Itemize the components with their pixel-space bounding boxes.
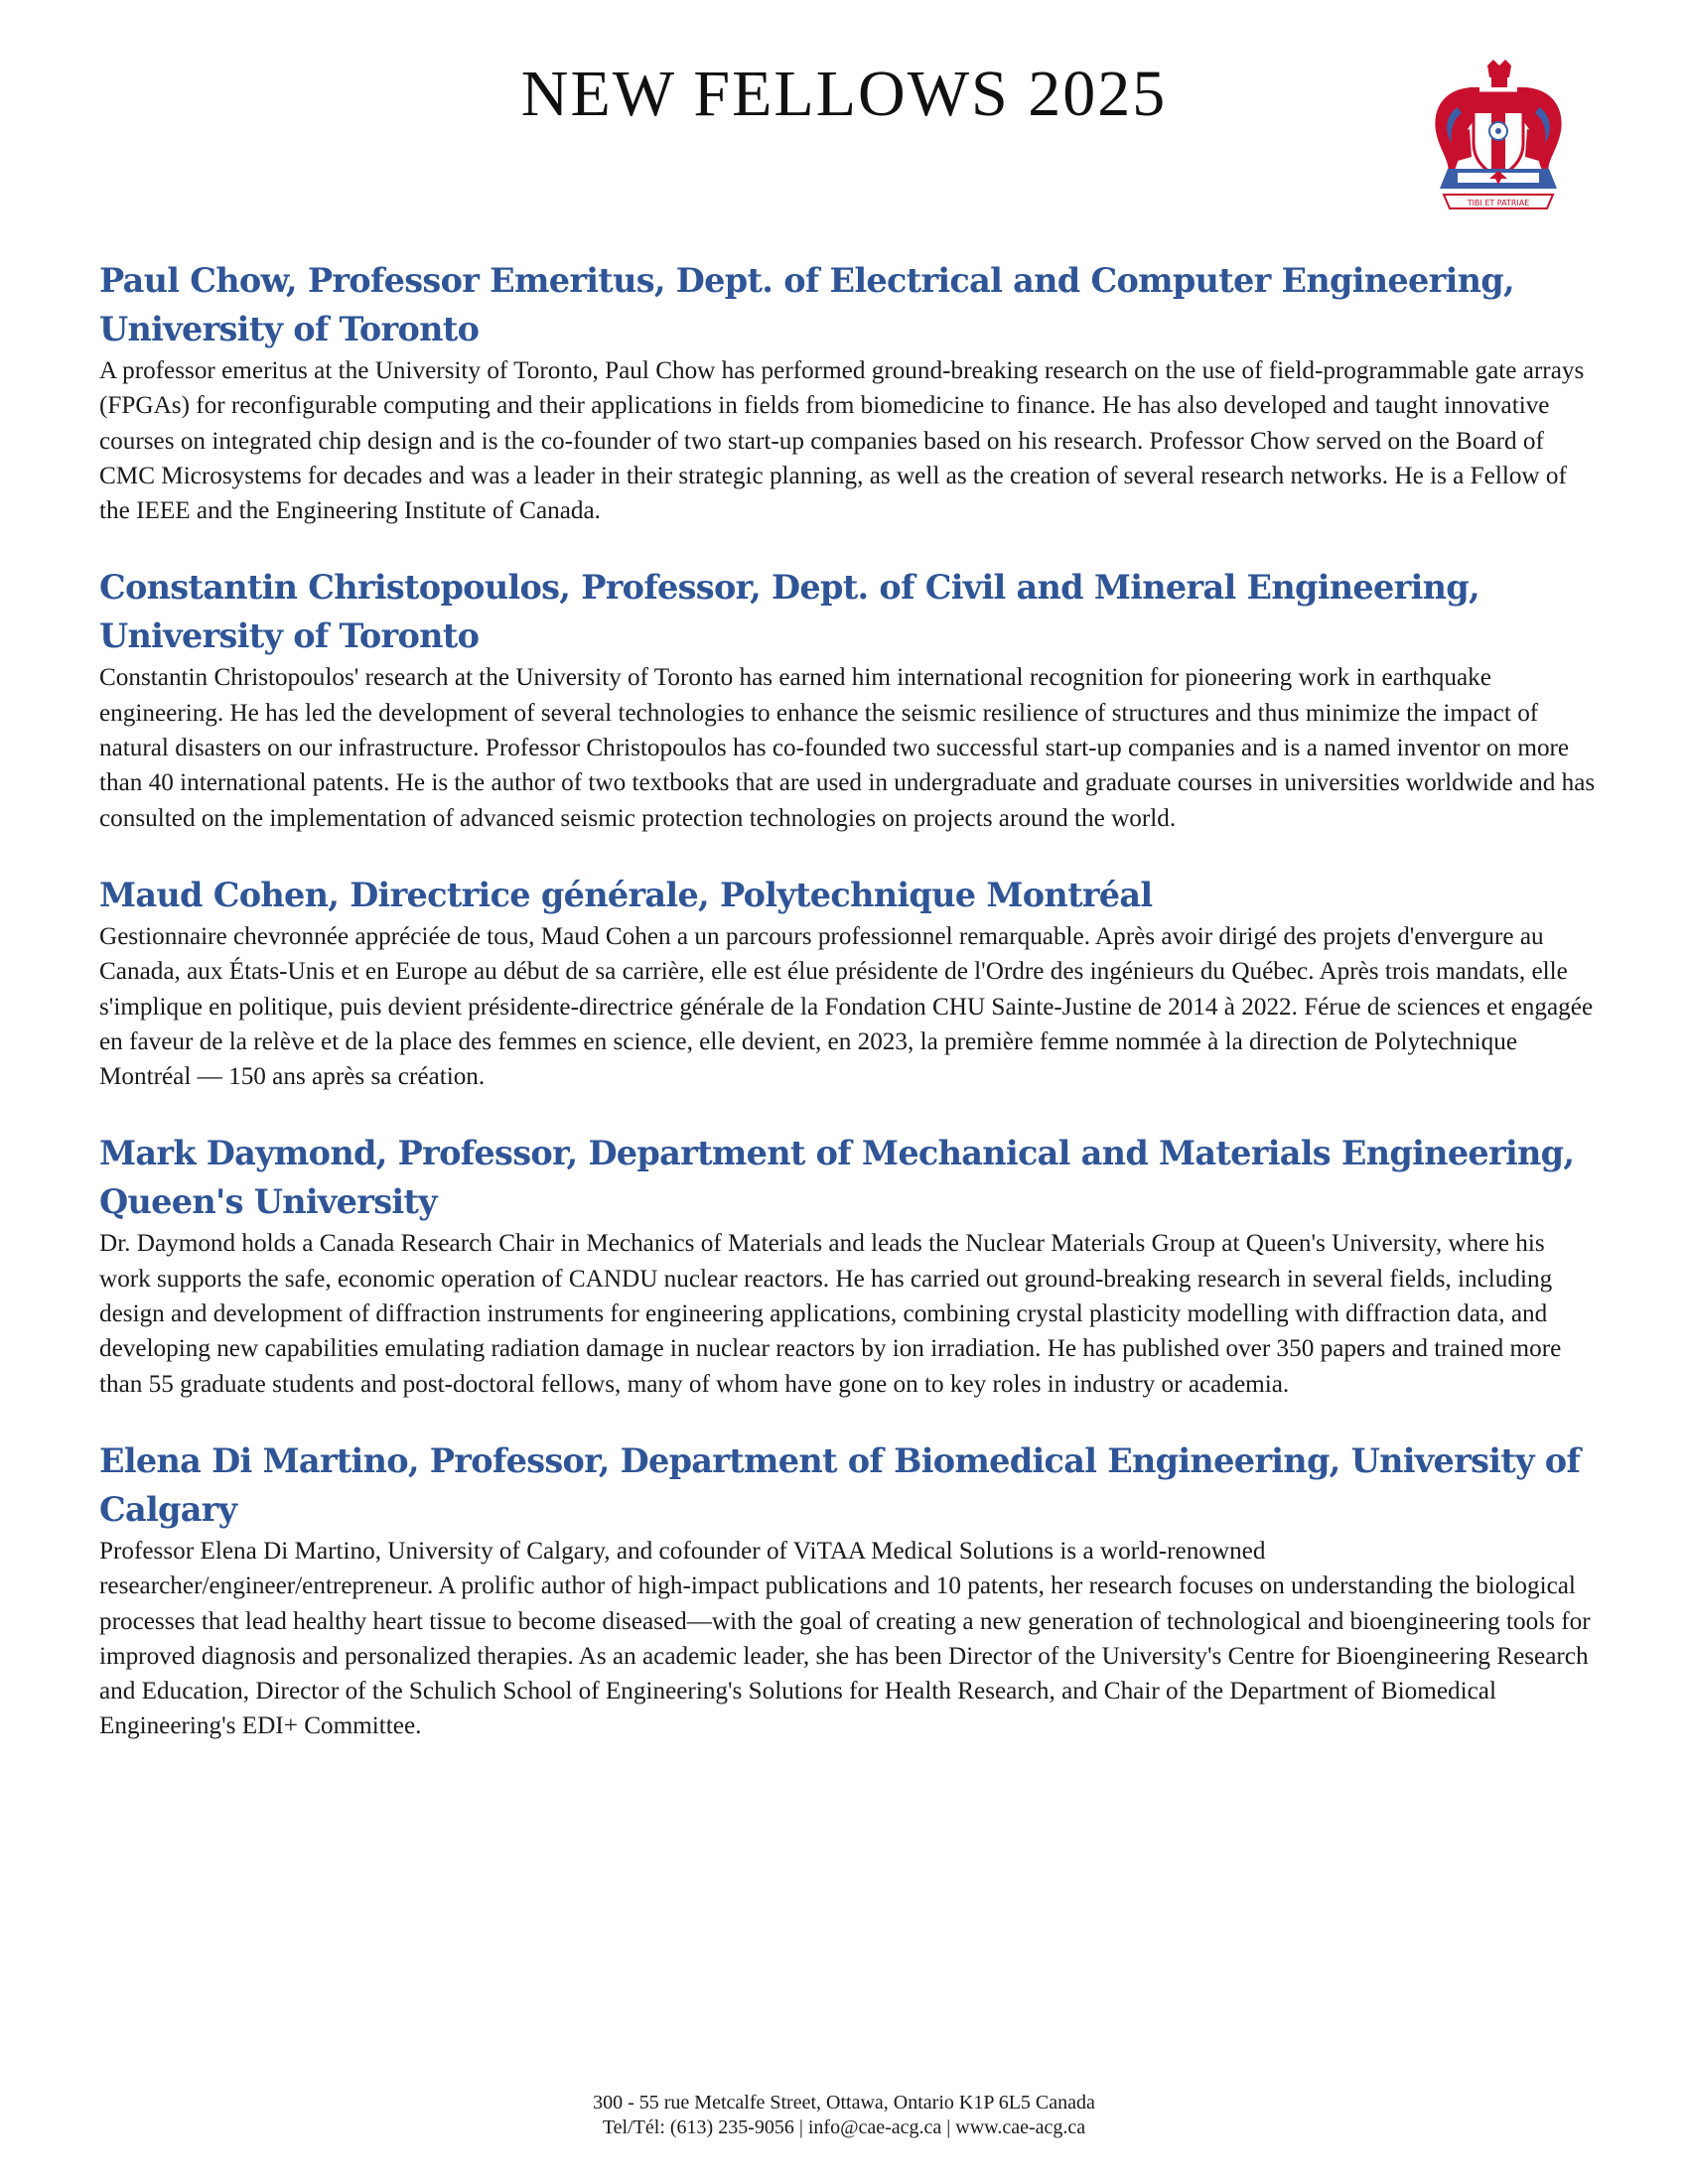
- fellow-bio: Gestionnaire chevronnée appréciée de tous, Maud Cohen a un parcours professionnel remarquable. Après avoir dirigé des projets d'envergure au Canada, aux États-Unis et en Europe au début de sa carrière, elle est élue présidente de l'Ordre des ingénieurs du Québec. Après trois mandats, elle s'implique en politique, puis devient présidente-directrice générale de la Fondation CHU Sainte-Justine de 2014 à 2022. Férue de sciences et engagée en faveur de la relève et de la place des femmes en science, elle devient, en 2023, la première femme nommée à la direction de Polytechnique Montréal — 150 ans après sa création.: [99, 922, 1594, 1091]
- page-title: NEW FELLOWS 2025: [520, 58, 1168, 130]
- fellow-heading: Constantin Christopoulos, Professor, Dept. of Civil and Mineral Engineering, University of Toronto: [99, 568, 1479, 656]
- fellow-entry: [99, 563, 1599, 835]
- fellow-entry: [99, 1129, 1599, 1401]
- crest-motto: TIBI ET PATRIAE: [1467, 199, 1530, 207]
- crest-icon: [1418, 58, 1579, 218]
- footer-address: 300 - 55 rue Metcalfe Street, Ottawa, Ontario K1P 6L5 Canada: [593, 2092, 1095, 2114]
- fellow-bio: A professor emeritus at the University of Toronto, Paul Chow has performed ground-breaking research on the use of field-programmable gate arrays (FPGAs) for reconfigurable computing and their applications in fields from biomedicine to finance. He has also developed and taught innovative courses on integrated chip design and is the co-founder of two start-up companies based on his research. Professor Chow served on the Board of CMC Microsystems for decades and was a leader in their strategic planning, as well as the creation of several research networks. He is a Fellow of the IEEE and the Engineering Institute of Canada.: [99, 357, 1585, 525]
- fellow-heading: Paul Chow, Professor Emeritus, Dept. of Electrical and Computer Engineering, University of Toronto: [99, 261, 1514, 348]
- fellow-entry: [99, 871, 1599, 1094]
- footer-contact: Tel/Tél: (613) 235-9056 | info@cae-acg.ca | www.cae-acg.ca: [602, 2116, 1086, 2138]
- fellow-heading: Elena Di Martino, Professor, Department of Biomedical Engineering, University of Calgary: [99, 1440, 1581, 1529]
- fellow-bio: Dr. Daymond holds a Canada Research Chair in Mechanics of Materials and leads the Nuclear Materials Group at Queen's University, where his work supports the safe, economic operation of CANDU nuclear reactors. He has carried out ground-breaking research in several fields, including design and development of diffraction instruments for engineering applications, combining crystal plasticity modelling with diffraction data, and developing new capabilities emulating radiation damage in nuclear reactors by ion irradiation. He has published over 350 papers and trained more than 55 graduate students and post-doctoral fellows, many of whom have gone on to key roles in industry or academia.: [99, 1230, 1562, 1398]
- page-footer: [0, 2091, 1688, 2140]
- fellow-bio: Professor Elena Di Martino, University of Calgary, and cofounder of ViTAA Medical Solutions is a world-renowned researcher/engineer/entrepreneur. A prolific author of high-impact publications and 10 patents, her research focuses on understanding the biological processes that lead healthy heart tissue to become diseased—with the goal of creating a new generation of technological and bioengineering tools for improved diagnosis and personalized therapies. As an academic leader, she has been Director of the University's Centre for Bioengineering Research and Education, Director of the Schulich School of Engineering's Solutions for Health Research, and Chair of the Department of Biomedical Engineering's EDI+ Committee.: [99, 1537, 1591, 1740]
- fellow-entry: [99, 256, 1599, 528]
- fellows-list: [99, 256, 1599, 1779]
- fellow-entry: [99, 1436, 1599, 1744]
- fellow-bio: Constantin Christopoulos' research at the University of Toronto has earned him international recognition for pioneering work in earthquake engineering. He has led the development of several technologies to enhance the seismic resilience of structures and thus minimize the impact of natural disasters on our infrastructure. Professor Christopoulos has co-founded two successful start-up companies and is a named inventor on more than 40 international patents. He is the author of two textbooks that are used in undergraduate and graduate courses in universities worldwide and has consulted on the implementation of advanced seismic protection technologies on projects around the world.: [99, 664, 1596, 832]
- fellow-heading: Mark Daymond, Professor, Department of Mechanical and Materials Engineering, Queen's University: [99, 1134, 1575, 1222]
- fellow-heading: Maud Cohen, Directrice générale, Polytechnique Montréal: [99, 875, 1153, 914]
